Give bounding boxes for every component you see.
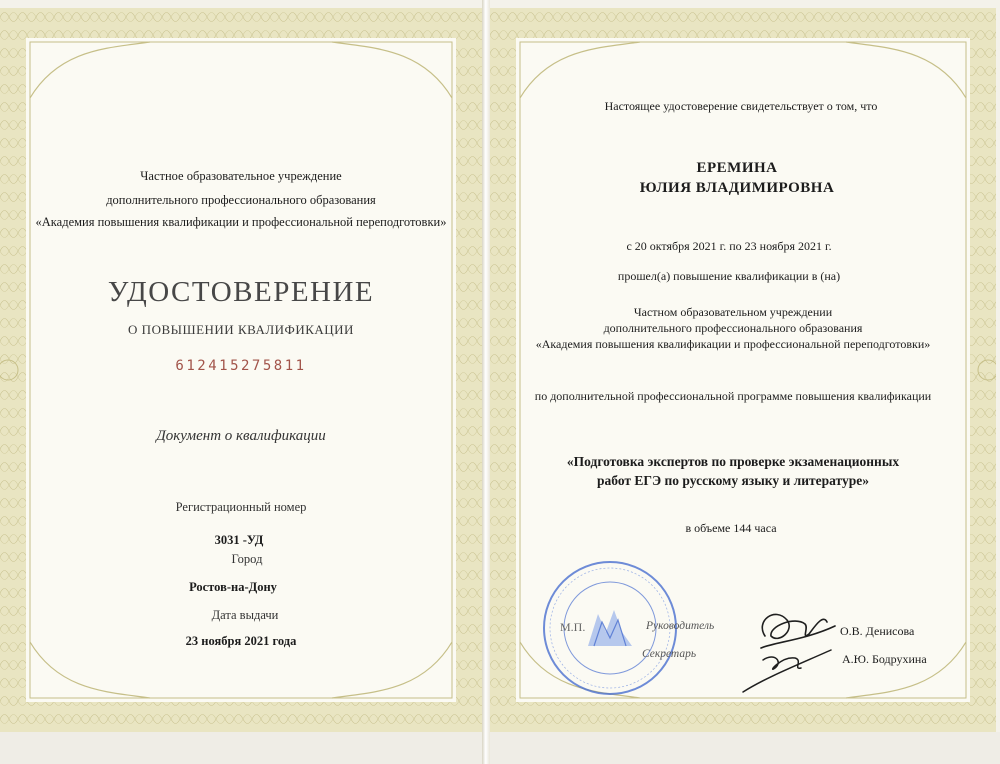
left-page: [0, 8, 482, 732]
book-spine: [482, 0, 490, 764]
stamp-label: М.П.: [560, 620, 586, 634]
study-period: с 20 октября 2021 г. по 23 ноября 2021 г.: [626, 239, 832, 253]
head-name: О.В. Денисова: [840, 624, 915, 638]
given-names: ЮЛИЯ ВЛАДИМИРОВНА: [639, 180, 835, 196]
institution-line-2: дополнительного профессионального образования: [106, 193, 376, 207]
certificate-subtitle: О ПОВЫШЕНИИ КВАЛИФИКАЦИИ: [128, 322, 354, 337]
right-institution-line-2: дополнительного профессионального образования: [603, 321, 863, 335]
completed-text: прошел(а) повышение квалификации в (на): [617, 269, 841, 283]
right-page: [490, 8, 996, 732]
program-title-line-1: «Подготовка экспертов по проверке экзаменационных: [566, 454, 900, 469]
registration-number: 3031 -УД: [214, 533, 264, 547]
scan-background: [0, 732, 1000, 764]
right-institution-line-3: «Академия повышения квалификации и профессиональной переподготовки»: [535, 337, 931, 351]
issue-date-label: Дата выдачи: [211, 608, 279, 622]
institution-line-1: Частное образовательное учреждение: [140, 169, 342, 183]
head-role: Руководитель: [646, 620, 715, 632]
right-institution-line-1: Частном образовательном учреждении: [633, 305, 833, 319]
surname: ЕРЕМИНА: [696, 160, 778, 176]
institution-line-3: «Академия повышения квалификации и профессиональной переподготовки»: [35, 215, 447, 229]
registration-label: Регистрационный номер: [175, 500, 307, 514]
document-type: Документ о квалификации: [156, 428, 326, 444]
serial-number: 612415275811: [175, 358, 307, 374]
secretary-role: Секретарь: [642, 648, 697, 660]
city-label: Город: [231, 552, 263, 566]
issue-date-value: 23 ноября 2021 года: [185, 634, 297, 648]
program-title-line-2: работ ЕГЭ по русскому языку и литературе»: [597, 473, 869, 488]
secretary-name: А.Ю. Бодрухина: [842, 652, 927, 666]
program-intro: по дополнительной профессиональной программе повышения квалификации: [534, 389, 932, 403]
handwritten-signature: [735, 596, 845, 696]
certificate-title: УДОСТОВЕРЕНИЕ: [107, 276, 375, 308]
intro-text: Настоящее удостоверение свидетельствует о том, что: [604, 99, 878, 113]
city-value: Ростов-на-Дону: [189, 580, 277, 594]
program-hours: в объеме 144 часа: [685, 521, 777, 535]
